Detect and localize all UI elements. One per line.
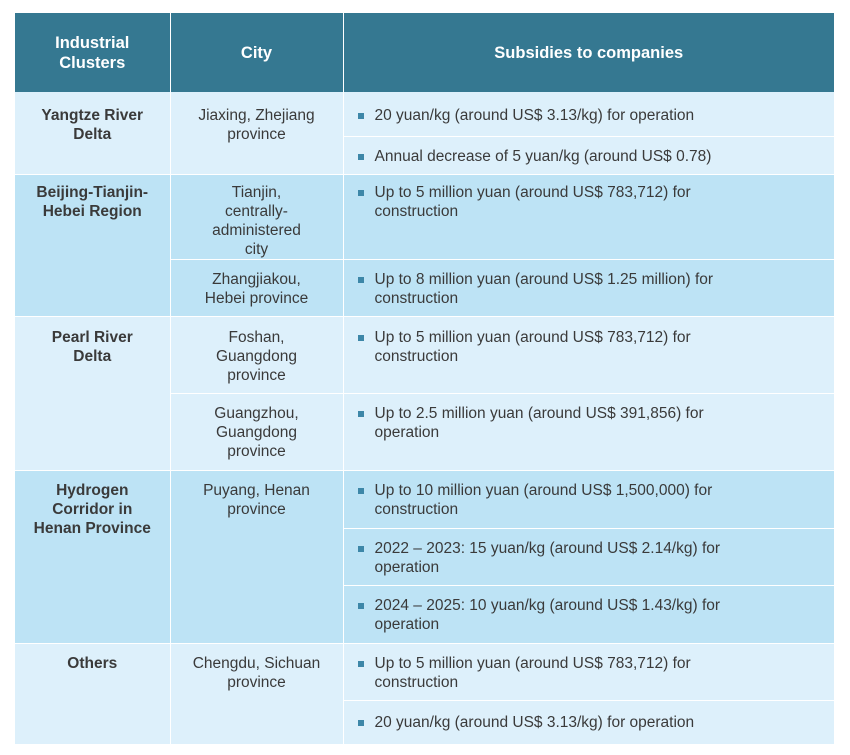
subsidy-cell <box>343 700 834 744</box>
city-cell: Guangzhou, Guangdong province <box>170 393 343 470</box>
subsidy-cell <box>343 585 834 643</box>
cluster-cell: Beijing-Tianjin-Hebei Region <box>15 174 170 316</box>
bullet-square-icon <box>358 661 364 667</box>
subsidy-item: 20 yuan/kg (around US$ 3.13/kg) for operation <box>358 713 827 732</box>
subsidy-item: Up to 2.5 million yuan (around US$ 391,856) for operation <box>358 404 827 442</box>
bullet-square-icon <box>358 190 364 196</box>
city-cell: Foshan, Guangdong province <box>170 316 343 393</box>
city-cell: Jiaxing, Zhejiang province <box>170 92 343 174</box>
subsidy-item: 2022 – 2023: 15 yuan/kg (around US$ 2.14/kg) for operation <box>358 539 827 577</box>
subsidy-cell <box>343 259 834 316</box>
subsidy-item: Up to 5 million yuan (around US$ 783,712) for construction <box>358 328 827 366</box>
bullet-square-icon <box>358 113 364 119</box>
bullet-square-icon <box>358 411 364 417</box>
bullet-square-icon <box>358 720 364 726</box>
table-row <box>15 643 834 700</box>
subsidy-table-container <box>15 13 834 745</box>
bullet-square-icon <box>358 154 364 160</box>
header-industrial-clusters: Industrial Clusters <box>15 13 170 92</box>
table-header-row <box>15 13 834 92</box>
cluster-cell: Hydrogen Corridor in Henan Province <box>15 470 170 643</box>
subsidy-cell <box>343 92 834 136</box>
subsidy-item: Up to 5 million yuan (around US$ 783,712) for construction <box>358 654 827 692</box>
cluster-cell: Others <box>15 643 170 744</box>
cluster-cell: Yangtze River Delta <box>15 92 170 174</box>
bullet-square-icon <box>358 488 364 494</box>
subsidy-item: Up to 5 million yuan (around US$ 783,712) for construction <box>358 183 827 221</box>
city-cell: Puyang, Henan province <box>170 470 343 643</box>
cluster-cell: Pearl River Delta <box>15 316 170 470</box>
city-cell: Tianjin, centrally-administered city <box>170 174 343 259</box>
bullet-square-icon <box>358 277 364 283</box>
table-row <box>15 174 834 259</box>
subsidy-cell <box>343 316 834 393</box>
subsidy-cell <box>343 136 834 174</box>
header-city: City <box>170 13 343 92</box>
subsidy-item: Annual decrease of 5 yuan/kg (around US$ 0.78) <box>358 147 827 166</box>
header-subsidies: Subsidies to companies <box>343 13 834 92</box>
table-row <box>15 470 834 528</box>
subsidy-item: Up to 10 million yuan (around US$ 1,500,000) for construction <box>358 481 827 519</box>
table-row <box>15 316 834 393</box>
city-cell: Chengdu, Sichuan province <box>170 643 343 744</box>
subsidy-item: Up to 8 million yuan (around US$ 1.25 million) for construction <box>358 270 827 308</box>
subsidy-item: 2024 – 2025: 10 yuan/kg (around US$ 1.43/kg) for operation <box>358 596 827 634</box>
subsidy-cell <box>343 528 834 585</box>
bullet-square-icon <box>358 335 364 341</box>
bullet-square-icon <box>358 603 364 609</box>
table-row <box>15 92 834 136</box>
bullet-square-icon <box>358 546 364 552</box>
subsidy-table <box>15 13 834 745</box>
subsidy-cell <box>343 393 834 470</box>
subsidy-cell <box>343 470 834 528</box>
subsidy-cell <box>343 174 834 259</box>
subsidy-cell <box>343 643 834 700</box>
city-cell: Zhangjiakou, Hebei province <box>170 259 343 316</box>
subsidy-item: 20 yuan/kg (around US$ 3.13/kg) for operation <box>358 106 827 125</box>
